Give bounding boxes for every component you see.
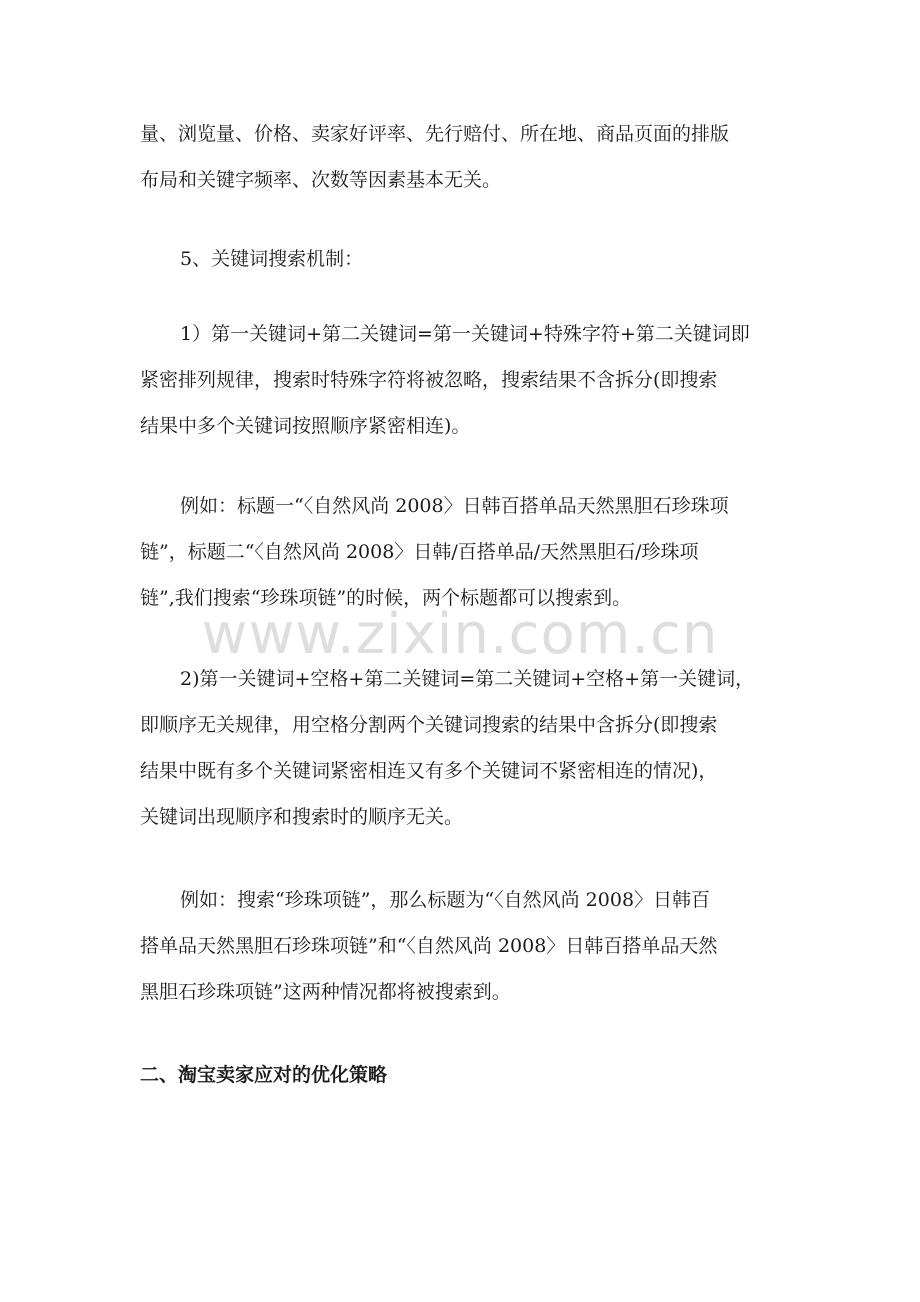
text-line: 量、浏览量、价格、卖家好评率、先行赔付、所在地、商品页面的排版 xyxy=(140,123,730,145)
paragraph-search-mechanism-title xyxy=(140,236,785,282)
text-line: 黑胆石珍珠项链”这两种情况都将被搜索到。 xyxy=(140,981,511,1003)
text-line: 布局和关键字频率、次数等因素基本无关。 xyxy=(140,169,502,191)
watermark-text: www.zixin.com.cn xyxy=(201,602,719,667)
text-line: 例如：搜索“珍珠项链”，那么标题为“〈自然风尚 2008〉日韩百 xyxy=(180,889,711,911)
section-heading: 二、淘宝卖家应对的优化策略 xyxy=(140,1064,388,1086)
text-line: 2)第一关键词+空格+第二关键词=第二关键词+空格+第一关键词， xyxy=(180,668,755,690)
text-line: 即顺序无关规律，用空格分割两个关键词搜索的结果中含拆分(即搜索 xyxy=(140,714,718,736)
paragraph-rule-2 xyxy=(140,656,785,840)
text-line: 链”，标题二“〈自然风尚 2008〉日韩/百搭单品/天然黑胆石/珍珠项 xyxy=(140,541,699,563)
text-line: 搭单品天然黑胆石珍珠项链”和“〈自然风尚 2008〉日韩百搭单品天然 xyxy=(140,935,718,957)
paragraph-example-2 xyxy=(140,877,785,1015)
paragraph-continuation xyxy=(140,111,785,203)
text-line: 5、关键词搜索机制： xyxy=(180,248,364,270)
text-line: 链”,我们搜索“珍珠项链”的时候，两个标题都可以搜索到。 xyxy=(140,587,632,609)
text-line: 例如：标题一“〈自然风尚 2008〉日韩百搭单品天然黑胆石珍珠项 xyxy=(180,495,729,517)
text-line: 结果中多个关键词按照顺序紧密相连)。 xyxy=(140,415,471,437)
text-line: 紧密排列规律，搜索时特殊字符将被忽略，搜索结果不含拆分(即搜索 xyxy=(140,369,718,391)
paragraph-rule-1 xyxy=(140,311,785,449)
text-line: 1）第一关键词+第二关键词=第一关键词+特殊字符+第二关键词即 xyxy=(180,323,750,345)
text-line: 关键词出现顺序和搜索时的顺序无关。 xyxy=(140,806,464,828)
paragraph-example-1 xyxy=(140,483,785,621)
text-line: 结果中既有多个关键词紧密相连又有多个关键词不紧密相连的情况)， xyxy=(140,760,718,782)
